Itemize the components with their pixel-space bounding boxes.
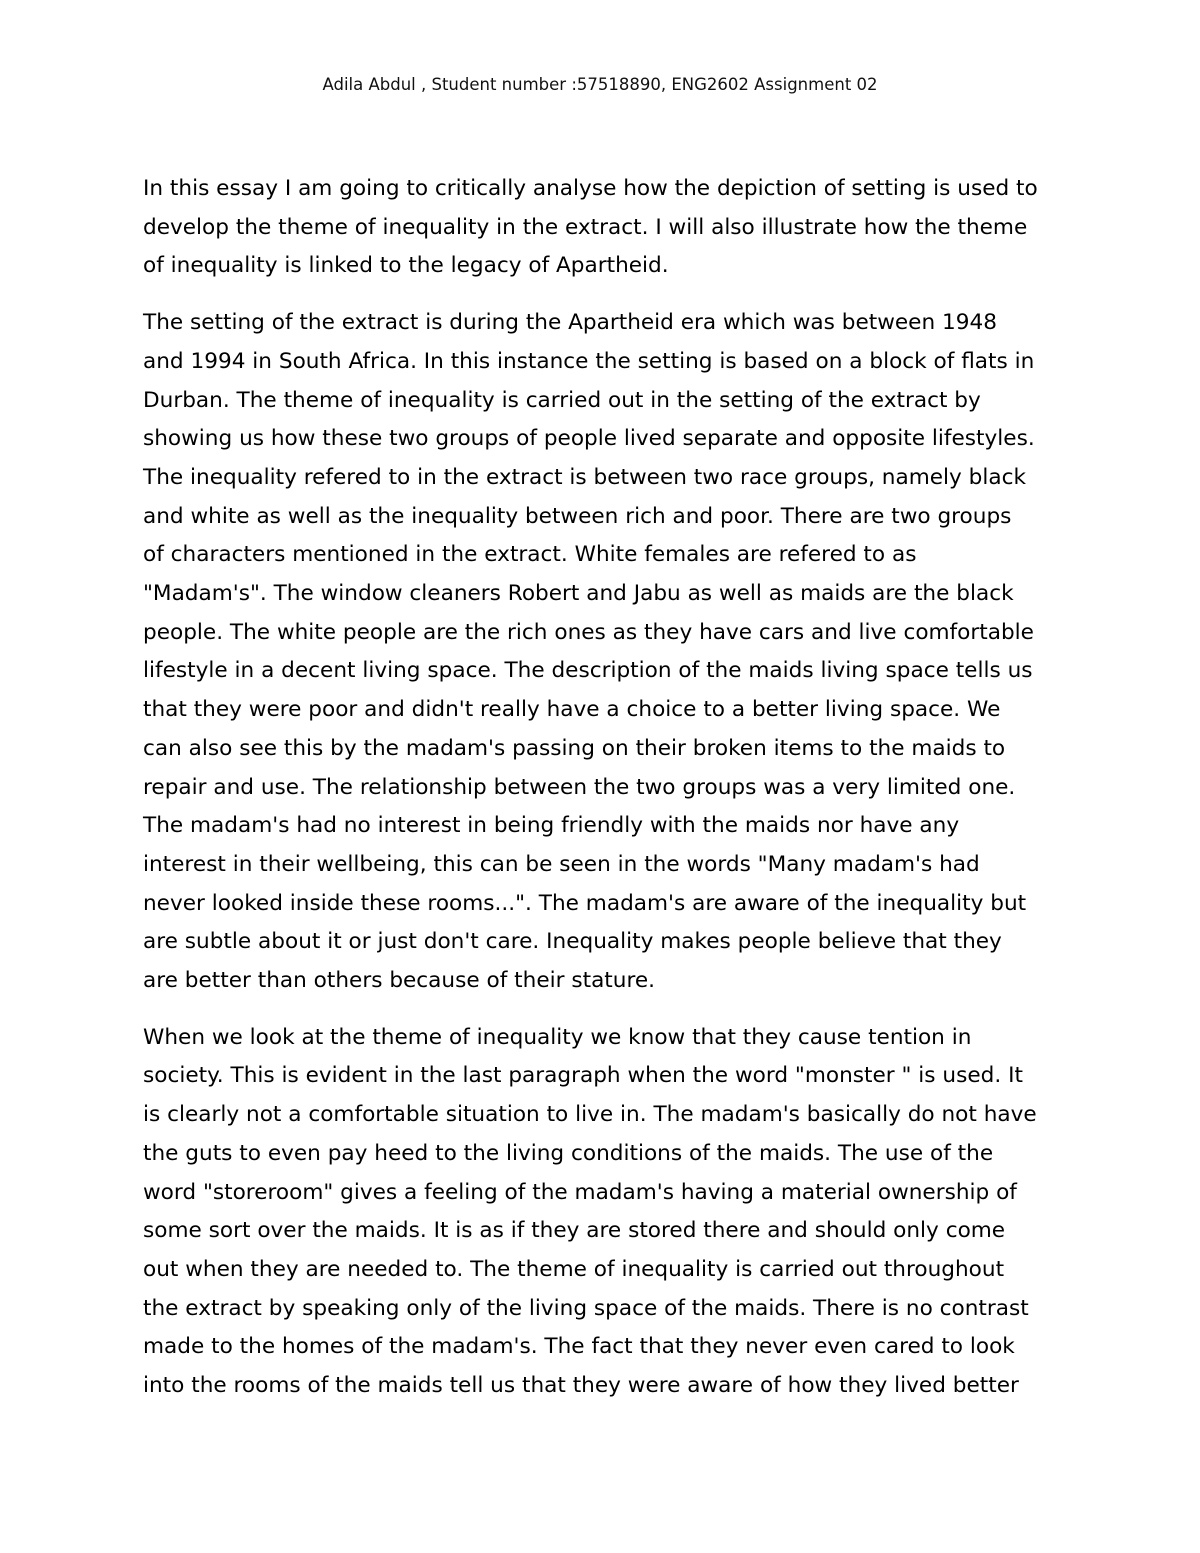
text-line: The madam's had no interest in being friendly with the maids nor have any <box>143 813 960 839</box>
text-line: The setting of the extract is during the Apartheid era which was between 1948 <box>143 310 997 336</box>
text-line: word "storeroom" gives a feeling of the madam's having a material ownership of <box>143 1179 1017 1205</box>
text-line: and white as well as the inequality between rich and poor. There are two groups <box>143 503 1012 529</box>
essay-body <box>143 170 1068 1424</box>
text-line: some sort over the maids. It is as if they are stored there and should only come <box>143 1218 1006 1244</box>
text-line: never looked inside these rooms...". The madam's are aware of the inequality but <box>143 890 1027 916</box>
text-line: showing us how these two groups of people lived separate and opposite lifestyles. <box>143 426 1035 452</box>
text-line: are subtle about it or just don't care. Inequality makes people believe that they <box>143 929 1002 955</box>
text-line: are better than others because of their stature. <box>143 968 656 994</box>
text-line: society. This is evident in the last paragraph when the word "monster " is used. It <box>143 1063 1023 1089</box>
text-line: repair and use. The relationship between the two groups was a very limited one. <box>143 774 1016 800</box>
text-line: develop the theme of inequality in the extract. I will also illustrate how the theme <box>143 214 1028 240</box>
paragraph <box>143 1019 1068 1406</box>
text-line: In this essay I am going to critically analyse how the depiction of setting is used to <box>143 176 1038 201</box>
text-line: Durban. The theme of inequality is carried out in the setting of the extract by <box>143 387 981 413</box>
text-line: The inequality refered to in the extract is between two race groups, namely black <box>143 464 1027 490</box>
text-line: "Madam's". The window cleaners Robert and Jabu as well as maids are the black <box>143 581 1014 607</box>
text-line: lifestyle in a decent living space. The description of the maids living space tells us <box>143 658 1033 684</box>
paragraph <box>143 304 1068 1001</box>
text-line: the guts to even pay heed to the living conditions of the maids. The use of the <box>143 1140 994 1166</box>
text-line: and 1994 in South Africa. In this instance the setting is based on a block of flats in <box>143 348 1035 374</box>
text-line: can also see this by the madam's passing on their broken items to the maids to <box>143 735 1006 761</box>
text-line: the extract by speaking only of the living space of the maids. There is no contrast <box>143 1295 1029 1321</box>
paragraph <box>143 170 1068 286</box>
text-line: made to the homes of the madam's. The fact that they never even cared to look <box>143 1334 1015 1360</box>
text-line: of inequality is linked to the legacy of Apartheid. <box>143 253 669 279</box>
text-line: is clearly not a comfortable situation to live in. The madam's basically do not have <box>143 1102 1037 1128</box>
text-line: out when they are needed to. The theme of inequality is carried out throughout <box>143 1256 1005 1282</box>
text-line: interest in their wellbeing, this can be seen in the words "Many madam's had <box>143 851 980 877</box>
text-line: that they were poor and didn't really have a choice to a better living space. We <box>143 697 1001 723</box>
text-line: of characters mentioned in the extract. White females are refered to as <box>143 542 917 568</box>
text-line: When we look at the theme of inequality we know that they cause tention in <box>143 1024 972 1050</box>
text-line: into the rooms of the maids tell us that they were aware of how they lived better <box>143 1373 1019 1399</box>
page-header: Adila Abdul , Student number :57518890, ENG2602 Assignment 02 <box>322 75 878 94</box>
text-line: people. The white people are the rich ones as they have cars and live comfortable <box>143 619 1034 645</box>
